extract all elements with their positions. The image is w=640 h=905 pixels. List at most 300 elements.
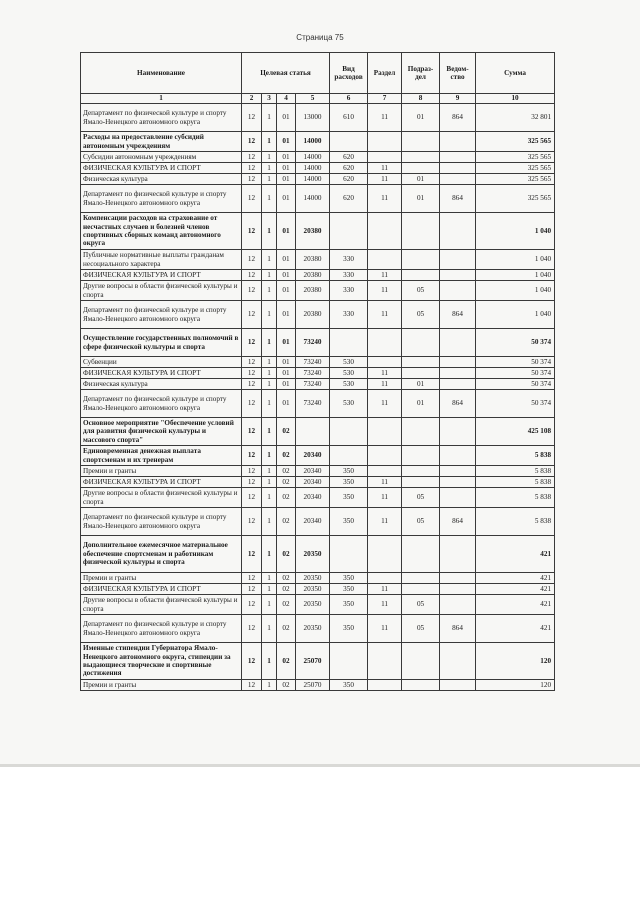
target-code-3: 01 xyxy=(277,213,296,250)
target-code-1: 12 xyxy=(242,163,262,174)
subsection-code: 05 xyxy=(402,488,440,508)
department-code xyxy=(440,250,476,270)
target-code-1: 12 xyxy=(242,185,262,213)
department-code xyxy=(440,152,476,163)
col-header-department: Ведом-ство xyxy=(440,53,476,94)
target-code-4: 73240 xyxy=(296,329,330,357)
section-code: 11 xyxy=(368,584,402,595)
subsection-code xyxy=(402,368,440,379)
col-number: 6 xyxy=(330,94,368,104)
row-name: ФИЗИЧЕСКАЯ КУЛЬТУРА И СПОРТ xyxy=(81,368,242,379)
target-code-4: 25070 xyxy=(296,643,330,680)
target-code-1: 12 xyxy=(242,250,262,270)
target-code-2: 1 xyxy=(262,488,277,508)
row-name: Премии и гранты xyxy=(81,573,242,584)
section-code: 11 xyxy=(368,595,402,615)
expense-type: 620 xyxy=(330,152,368,163)
target-code-4: 20350 xyxy=(296,595,330,615)
department-code xyxy=(440,536,476,573)
target-code-2: 1 xyxy=(262,250,277,270)
expense-type xyxy=(330,536,368,573)
row-name: Осуществление государственных полномочий в сфере физической культуры и спорта xyxy=(81,329,242,357)
sum-value: 120 xyxy=(476,680,555,691)
target-code-2: 1 xyxy=(262,615,277,643)
section-code xyxy=(368,213,402,250)
expense-type: 350 xyxy=(330,508,368,536)
section-code: 11 xyxy=(368,368,402,379)
department-code xyxy=(440,466,476,477)
expense-type: 530 xyxy=(330,368,368,379)
expense-type: 330 xyxy=(330,270,368,281)
target-code-3: 01 xyxy=(277,379,296,390)
subsection-code xyxy=(402,357,440,368)
subsection-code xyxy=(402,466,440,477)
department-code xyxy=(440,477,476,488)
sum-value: 5 838 xyxy=(476,466,555,477)
row-name: Физическая культура xyxy=(81,174,242,185)
target-code-1: 12 xyxy=(242,466,262,477)
sum-value: 325 565 xyxy=(476,174,555,185)
target-code-4: 20380 xyxy=(296,213,330,250)
target-code-4: 73240 xyxy=(296,368,330,379)
table-row xyxy=(81,418,555,446)
target-code-1: 12 xyxy=(242,418,262,446)
expense-type: 350 xyxy=(330,584,368,595)
subsection-code: 05 xyxy=(402,615,440,643)
expense-type: 620 xyxy=(330,174,368,185)
row-name: Именные стипендии Губернатора Ямало-Ненецкого автономного округа, стипендии за выдающиеся творческие и спортивные достижения xyxy=(81,643,242,680)
column-number-row xyxy=(81,94,555,104)
target-code-3: 02 xyxy=(277,508,296,536)
col-header-target: Целевая статья xyxy=(242,53,330,94)
department-code xyxy=(440,488,476,508)
target-code-4: 73240 xyxy=(296,390,330,418)
sum-value: 421 xyxy=(476,584,555,595)
target-code-3: 02 xyxy=(277,477,296,488)
table-row xyxy=(81,185,555,213)
table-row xyxy=(81,446,555,466)
col-header-subsection: Подраз-дел xyxy=(402,53,440,94)
target-code-3: 01 xyxy=(277,301,296,329)
department-code xyxy=(440,357,476,368)
table-row xyxy=(81,281,555,301)
target-code-1: 12 xyxy=(242,174,262,185)
target-code-2: 1 xyxy=(262,390,277,418)
subsection-code xyxy=(402,446,440,466)
table-row xyxy=(81,301,555,329)
section-code xyxy=(368,643,402,680)
col-number: 5 xyxy=(296,94,330,104)
section-code: 11 xyxy=(368,390,402,418)
target-code-4: 20340 xyxy=(296,446,330,466)
target-code-2: 1 xyxy=(262,281,277,301)
target-code-2: 1 xyxy=(262,595,277,615)
target-code-1: 12 xyxy=(242,281,262,301)
target-code-3: 02 xyxy=(277,466,296,477)
sum-value: 32 801 xyxy=(476,104,555,132)
sum-value: 325 565 xyxy=(476,163,555,174)
table-row xyxy=(81,368,555,379)
target-code-2: 1 xyxy=(262,270,277,281)
subsection-code: 01 xyxy=(402,185,440,213)
target-code-3: 02 xyxy=(277,536,296,573)
department-code xyxy=(440,446,476,466)
target-code-2: 1 xyxy=(262,466,277,477)
department-code: 864 xyxy=(440,185,476,213)
target-code-3: 01 xyxy=(277,390,296,418)
sum-value: 1 040 xyxy=(476,270,555,281)
row-name: Дополнительное ежемесячное материальное обеспечение спортсменам и работникам физической культуры и спорта xyxy=(81,536,242,573)
target-code-2: 1 xyxy=(262,368,277,379)
target-code-1: 12 xyxy=(242,536,262,573)
target-code-1: 12 xyxy=(242,508,262,536)
col-number: 4 xyxy=(277,94,296,104)
expense-type: 350 xyxy=(330,488,368,508)
target-code-1: 12 xyxy=(242,270,262,281)
table-row xyxy=(81,477,555,488)
target-code-4: 14000 xyxy=(296,185,330,213)
table-row xyxy=(81,390,555,418)
section-code xyxy=(368,132,402,152)
target-code-3: 01 xyxy=(277,329,296,357)
table-row xyxy=(81,615,555,643)
subsection-code xyxy=(402,477,440,488)
expense-type xyxy=(330,132,368,152)
department-code xyxy=(440,418,476,446)
table-row xyxy=(81,573,555,584)
expense-type: 350 xyxy=(330,573,368,584)
table-row xyxy=(81,680,555,691)
target-code-3: 01 xyxy=(277,281,296,301)
subsection-code xyxy=(402,250,440,270)
target-code-1: 12 xyxy=(242,390,262,418)
table-row xyxy=(81,329,555,357)
col-number: 1 xyxy=(81,94,242,104)
row-name: Премии и гранты xyxy=(81,680,242,691)
row-name: Компенсации расходов на страхование от несчастных случаев и болезней членов спортивных сборных команд автономного округа xyxy=(81,213,242,250)
expense-type: 330 xyxy=(330,281,368,301)
expense-type: 350 xyxy=(330,680,368,691)
subsection-code xyxy=(402,573,440,584)
expense-type xyxy=(330,643,368,680)
target-code-2: 1 xyxy=(262,152,277,163)
table-row xyxy=(81,163,555,174)
target-code-3: 01 xyxy=(277,270,296,281)
department-code xyxy=(440,595,476,615)
table-row xyxy=(81,595,555,615)
target-code-1: 12 xyxy=(242,357,262,368)
subsection-code xyxy=(402,270,440,281)
target-code-3: 01 xyxy=(277,250,296,270)
sum-value: 50 374 xyxy=(476,357,555,368)
target-code-1: 12 xyxy=(242,488,262,508)
sum-value: 1 040 xyxy=(476,281,555,301)
section-code xyxy=(368,536,402,573)
section-code xyxy=(368,573,402,584)
expense-type: 330 xyxy=(330,250,368,270)
target-code-1: 12 xyxy=(242,584,262,595)
department-code xyxy=(440,132,476,152)
target-code-2: 1 xyxy=(262,643,277,680)
budget-table xyxy=(80,52,555,691)
target-code-4: 73240 xyxy=(296,379,330,390)
target-code-1: 12 xyxy=(242,477,262,488)
target-code-3: 02 xyxy=(277,680,296,691)
department-code xyxy=(440,174,476,185)
target-code-2: 1 xyxy=(262,104,277,132)
section-code: 11 xyxy=(368,163,402,174)
target-code-1: 12 xyxy=(242,213,262,250)
table-row xyxy=(81,174,555,185)
section-code: 11 xyxy=(368,615,402,643)
row-name: Департамент по физической культуре и спорту Ямало-Ненецкого автономного округа xyxy=(81,301,242,329)
subsection-code xyxy=(402,680,440,691)
subsection-code: 01 xyxy=(402,104,440,132)
target-code-3: 01 xyxy=(277,357,296,368)
target-code-4 xyxy=(296,418,330,446)
target-code-4: 20350 xyxy=(296,615,330,643)
target-code-4: 20350 xyxy=(296,584,330,595)
target-code-4: 20340 xyxy=(296,466,330,477)
subsection-code xyxy=(402,132,440,152)
section-code xyxy=(368,357,402,368)
row-name: Расходы на предоставление субсидий автономным учреждениям xyxy=(81,132,242,152)
department-code: 864 xyxy=(440,301,476,329)
department-code xyxy=(440,584,476,595)
table-row xyxy=(81,250,555,270)
target-code-2: 1 xyxy=(262,379,277,390)
sum-value: 50 374 xyxy=(476,329,555,357)
target-code-2: 1 xyxy=(262,536,277,573)
department-code xyxy=(440,329,476,357)
target-code-4: 14000 xyxy=(296,174,330,185)
section-code: 11 xyxy=(368,379,402,390)
target-code-1: 12 xyxy=(242,329,262,357)
subsection-code: 05 xyxy=(402,595,440,615)
sum-value: 421 xyxy=(476,573,555,584)
section-code xyxy=(368,418,402,446)
col-number: 7 xyxy=(368,94,402,104)
subsection-code xyxy=(402,152,440,163)
expense-type: 620 xyxy=(330,185,368,213)
row-name: Физическая культура xyxy=(81,379,242,390)
col-number: 10 xyxy=(476,94,555,104)
sum-value: 5 838 xyxy=(476,508,555,536)
target-code-2: 1 xyxy=(262,584,277,595)
sum-value: 425 108 xyxy=(476,418,555,446)
target-code-2: 1 xyxy=(262,446,277,466)
section-code xyxy=(368,250,402,270)
page-number-header: Страница 75 xyxy=(296,33,344,42)
expense-type: 330 xyxy=(330,301,368,329)
department-code: 864 xyxy=(440,508,476,536)
target-code-4: 20380 xyxy=(296,301,330,329)
table-row xyxy=(81,357,555,368)
target-code-2: 1 xyxy=(262,301,277,329)
target-code-2: 1 xyxy=(262,680,277,691)
subsection-code xyxy=(402,418,440,446)
target-code-3: 01 xyxy=(277,185,296,213)
department-code: 864 xyxy=(440,390,476,418)
target-code-3: 01 xyxy=(277,152,296,163)
expense-type: 350 xyxy=(330,477,368,488)
expense-type: 530 xyxy=(330,357,368,368)
col-header-section: Раздел xyxy=(368,53,402,94)
target-code-4: 14000 xyxy=(296,163,330,174)
subsection-code xyxy=(402,584,440,595)
target-code-1: 12 xyxy=(242,615,262,643)
subsection-code: 05 xyxy=(402,301,440,329)
sum-value: 421 xyxy=(476,615,555,643)
col-number: 3 xyxy=(262,94,277,104)
target-code-4: 20380 xyxy=(296,250,330,270)
row-name: Другие вопросы в области физической культуры и спорта xyxy=(81,595,242,615)
target-code-3: 02 xyxy=(277,615,296,643)
target-code-3: 02 xyxy=(277,488,296,508)
row-name: Субвенции xyxy=(81,357,242,368)
sum-value: 5 838 xyxy=(476,477,555,488)
target-code-3: 01 xyxy=(277,104,296,132)
department-code: 864 xyxy=(440,104,476,132)
department-code xyxy=(440,680,476,691)
target-code-1: 12 xyxy=(242,368,262,379)
sum-value: 421 xyxy=(476,536,555,573)
sum-value: 50 374 xyxy=(476,390,555,418)
row-name: Департамент по физической культуре и спорту Ямало-Ненецкого автономного округа xyxy=(81,508,242,536)
section-code: 11 xyxy=(368,477,402,488)
table-row xyxy=(81,508,555,536)
table-row xyxy=(81,488,555,508)
table-row xyxy=(81,132,555,152)
row-name: Другие вопросы в области физической культуры и спорта xyxy=(81,488,242,508)
department-code: 864 xyxy=(440,615,476,643)
table-body xyxy=(81,104,555,691)
department-code xyxy=(440,270,476,281)
row-name: Департамент по физической культуре и спорту Ямало-Ненецкого автономного округа xyxy=(81,615,242,643)
subsection-code xyxy=(402,329,440,357)
target-code-1: 12 xyxy=(242,132,262,152)
section-code: 11 xyxy=(368,301,402,329)
target-code-1: 12 xyxy=(242,643,262,680)
target-code-3: 02 xyxy=(277,446,296,466)
table-row xyxy=(81,643,555,680)
target-code-2: 1 xyxy=(262,508,277,536)
row-name: ФИЗИЧЕСКАЯ КУЛЬТУРА И СПОРТ xyxy=(81,477,242,488)
table-row xyxy=(81,536,555,573)
section-code: 11 xyxy=(368,281,402,301)
target-code-1: 12 xyxy=(242,680,262,691)
section-code xyxy=(368,329,402,357)
target-code-2: 1 xyxy=(262,163,277,174)
sum-value: 5 838 xyxy=(476,446,555,466)
subsection-code xyxy=(402,163,440,174)
target-code-3: 02 xyxy=(277,643,296,680)
target-code-4: 20340 xyxy=(296,508,330,536)
target-code-3: 01 xyxy=(277,368,296,379)
sum-value: 421 xyxy=(476,595,555,615)
expense-type: 530 xyxy=(330,379,368,390)
target-code-1: 12 xyxy=(242,152,262,163)
expense-type: 350 xyxy=(330,615,368,643)
col-header-exp-type: Вид расходов xyxy=(330,53,368,94)
target-code-1: 12 xyxy=(242,446,262,466)
department-code xyxy=(440,368,476,379)
sum-value: 1 040 xyxy=(476,301,555,329)
expense-type: 620 xyxy=(330,163,368,174)
target-code-2: 1 xyxy=(262,573,277,584)
target-code-2: 1 xyxy=(262,185,277,213)
target-code-1: 12 xyxy=(242,573,262,584)
table-row xyxy=(81,152,555,163)
col-number: 8 xyxy=(402,94,440,104)
table-row xyxy=(81,104,555,132)
target-code-2: 1 xyxy=(262,329,277,357)
row-name: Единовременная денежная выплата спортсменам и их тренерам xyxy=(81,446,242,466)
table-row xyxy=(81,379,555,390)
section-code xyxy=(368,466,402,477)
target-code-4: 73240 xyxy=(296,357,330,368)
row-name: Департамент по физической культуре и спорту Ямало-Ненецкого автономного округа xyxy=(81,104,242,132)
target-code-4: 20350 xyxy=(296,573,330,584)
target-code-3: 01 xyxy=(277,163,296,174)
expense-type: 350 xyxy=(330,466,368,477)
subsection-code: 01 xyxy=(402,390,440,418)
expense-type xyxy=(330,213,368,250)
section-code: 11 xyxy=(368,270,402,281)
section-code: 11 xyxy=(368,508,402,536)
expense-type xyxy=(330,418,368,446)
target-code-1: 12 xyxy=(242,104,262,132)
subsection-code: 05 xyxy=(402,281,440,301)
target-code-2: 1 xyxy=(262,132,277,152)
target-code-4: 20350 xyxy=(296,536,330,573)
target-code-4: 20380 xyxy=(296,281,330,301)
row-name: ФИЗИЧЕСКАЯ КУЛЬТУРА И СПОРТ xyxy=(81,270,242,281)
sum-value: 1 040 xyxy=(476,250,555,270)
target-code-4: 25070 xyxy=(296,680,330,691)
col-header-name: Наименование xyxy=(81,53,242,94)
expense-type: 350 xyxy=(330,595,368,615)
col-number: 9 xyxy=(440,94,476,104)
header-row xyxy=(81,53,555,94)
sum-value: 50 374 xyxy=(476,368,555,379)
row-name: Другие вопросы в области физической культуры и спорта xyxy=(81,281,242,301)
subsection-code xyxy=(402,536,440,573)
sum-value: 120 xyxy=(476,643,555,680)
expense-type: 530 xyxy=(330,390,368,418)
col-header-sum: Сумма xyxy=(476,53,555,94)
sum-value: 1 040 xyxy=(476,213,555,250)
sum-value: 325 565 xyxy=(476,152,555,163)
subsection-code xyxy=(402,643,440,680)
section-code: 11 xyxy=(368,174,402,185)
target-code-4: 20380 xyxy=(296,270,330,281)
row-name: Публичные нормативные выплаты гражданам несоциального характера xyxy=(81,250,242,270)
target-code-3: 01 xyxy=(277,132,296,152)
expense-type xyxy=(330,329,368,357)
row-name: Субсидии автономным учреждениям xyxy=(81,152,242,163)
target-code-2: 1 xyxy=(262,213,277,250)
sum-value: 5 838 xyxy=(476,488,555,508)
expense-type: 610 xyxy=(330,104,368,132)
row-name: Основное мероприятие "Обеспечение условий для развития физической культуры и массового спорта" xyxy=(81,418,242,446)
row-name: ФИЗИЧЕСКАЯ КУЛЬТУРА И СПОРТ xyxy=(81,163,242,174)
section-code xyxy=(368,680,402,691)
target-code-2: 1 xyxy=(262,418,277,446)
department-code xyxy=(440,213,476,250)
expense-type xyxy=(330,446,368,466)
target-code-3: 02 xyxy=(277,595,296,615)
